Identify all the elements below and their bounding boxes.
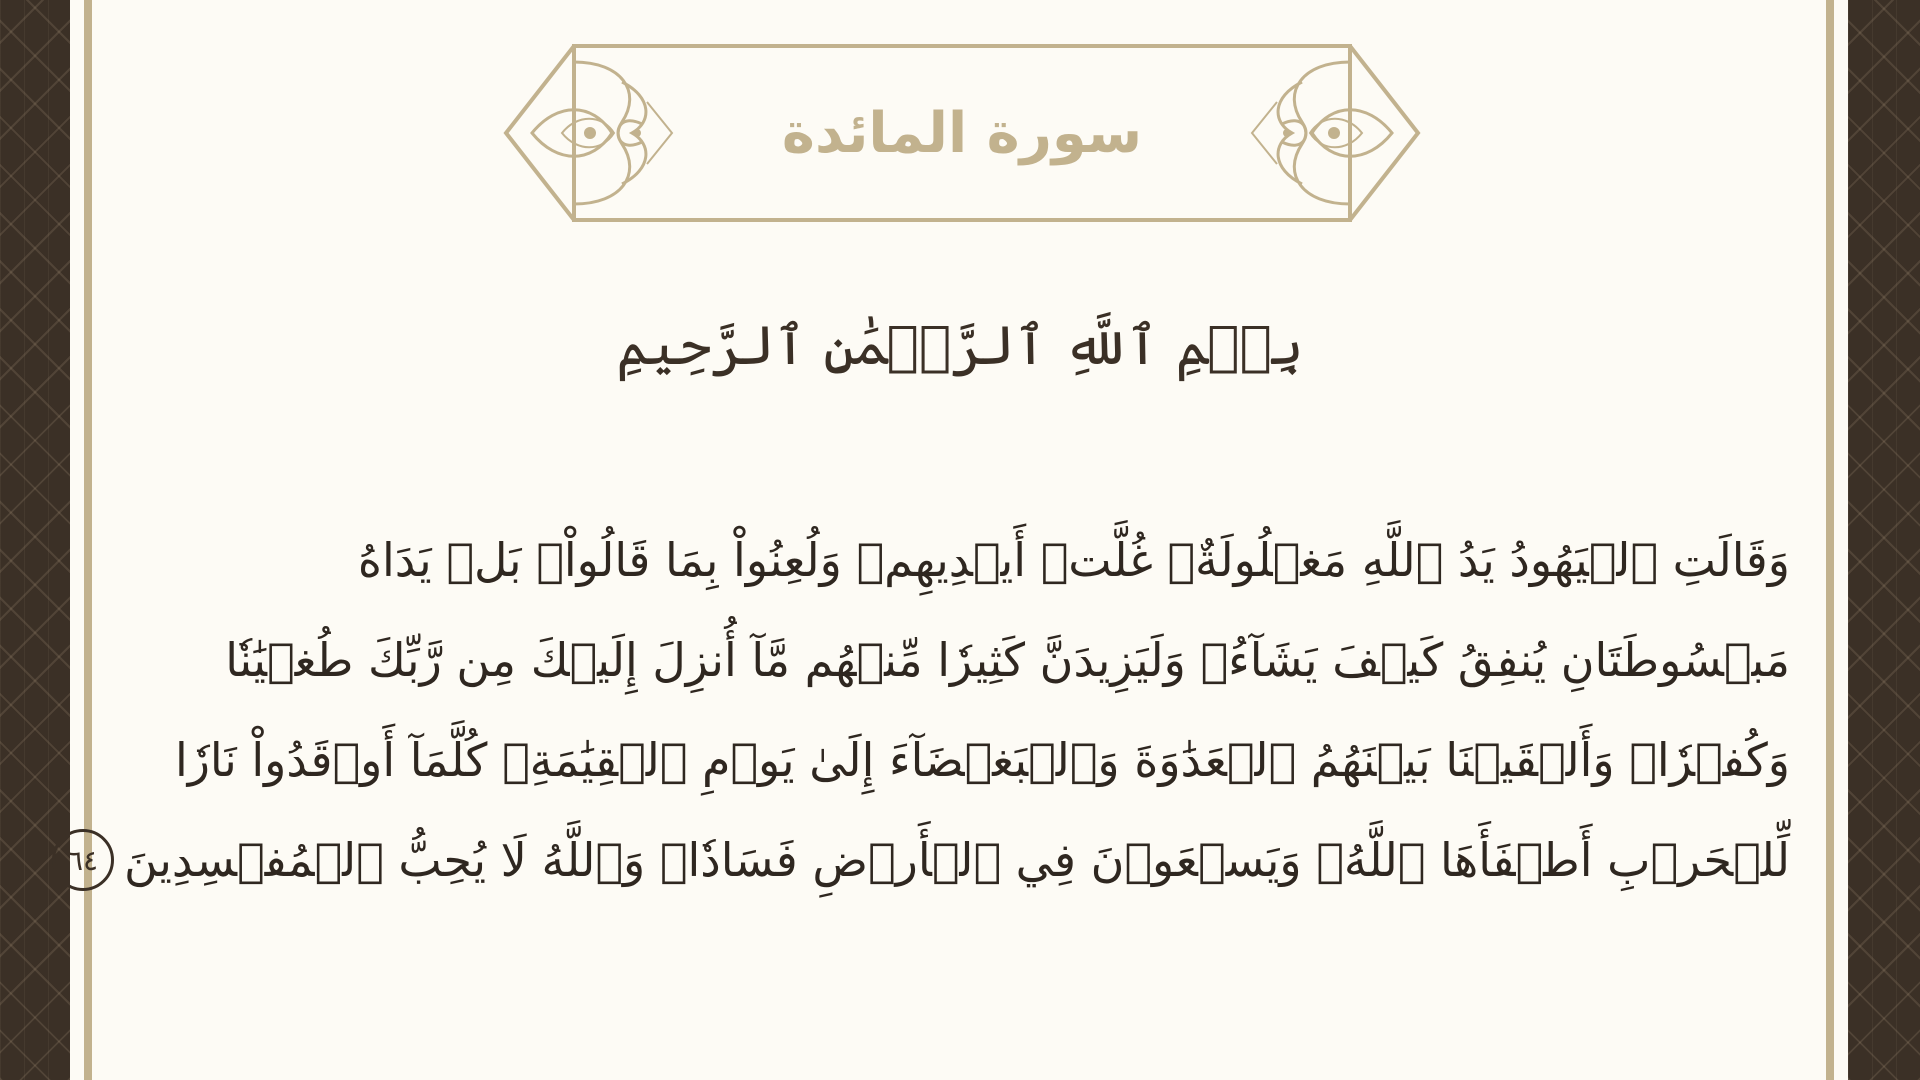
verse-line-3: وَكُفۡرٗاۚ وَأَلۡقَيۡنَا بَيۡنَهُمُ ٱلۡعَدَٰوَةَ وَٱلۡبَغۡضَآءَ إِلَىٰ يَوۡمِ ٱلۡقِيَٰمَةِۚ كُلَّمَآ أَوۡقَدُواْ نَارٗا [174,733,1790,787]
surah-banner [502,42,1422,224]
left-gold-rule [84,0,92,1080]
surah-title: سورة المائدة [781,100,1143,166]
page-frame [70,0,1848,1080]
ayah-end-marker-icon: ٦٤ [52,829,114,891]
basmala: بِسۡمِ ٱللَّهِ ٱلرَّحۡمَٰنِ ٱلرَّحِيمِ [616,313,1304,377]
verse-line-4-text: لِّلۡحَرۡبِ أَطۡفَأَهَا ٱللَّهُۚ وَيَسۡعَوۡنَ فِي ٱلۡأَرۡضِ فَسَادٗاۚ وَٱللَّهُ لَا يُحِبُّ ٱلۡمُفۡسِدِينَ [124,833,1790,887]
left-ornamental-border [0,0,70,1080]
verse-line-2: مَبۡسُوطَتَانِ يُنفِقُ كَيۡفَ يَشَآءُۚ وَلَيَزِيدَنَّ كَثِيرٗا مِّنۡهُم مَّآ أُنزِلَ إِلَيۡكَ مِن رَّبِّكَ طُغۡيَٰنٗا [225,633,1790,687]
verse-line-4 [68,810,1790,910]
right-ornamental-border [1848,0,1920,1080]
right-gold-rule [1826,0,1834,1080]
verse-text [68,510,1790,910]
verse-line-1: وَقَالَتِ ٱلۡيَهُودُ يَدُ ٱللَّهِ مَغۡلُولَةٌۚ غُلَّتۡ أَيۡدِيهِمۡ وَلُعِنُواْ بِمَا قَالُواْۘ بَلۡ يَدَاهُ [357,533,1790,587]
